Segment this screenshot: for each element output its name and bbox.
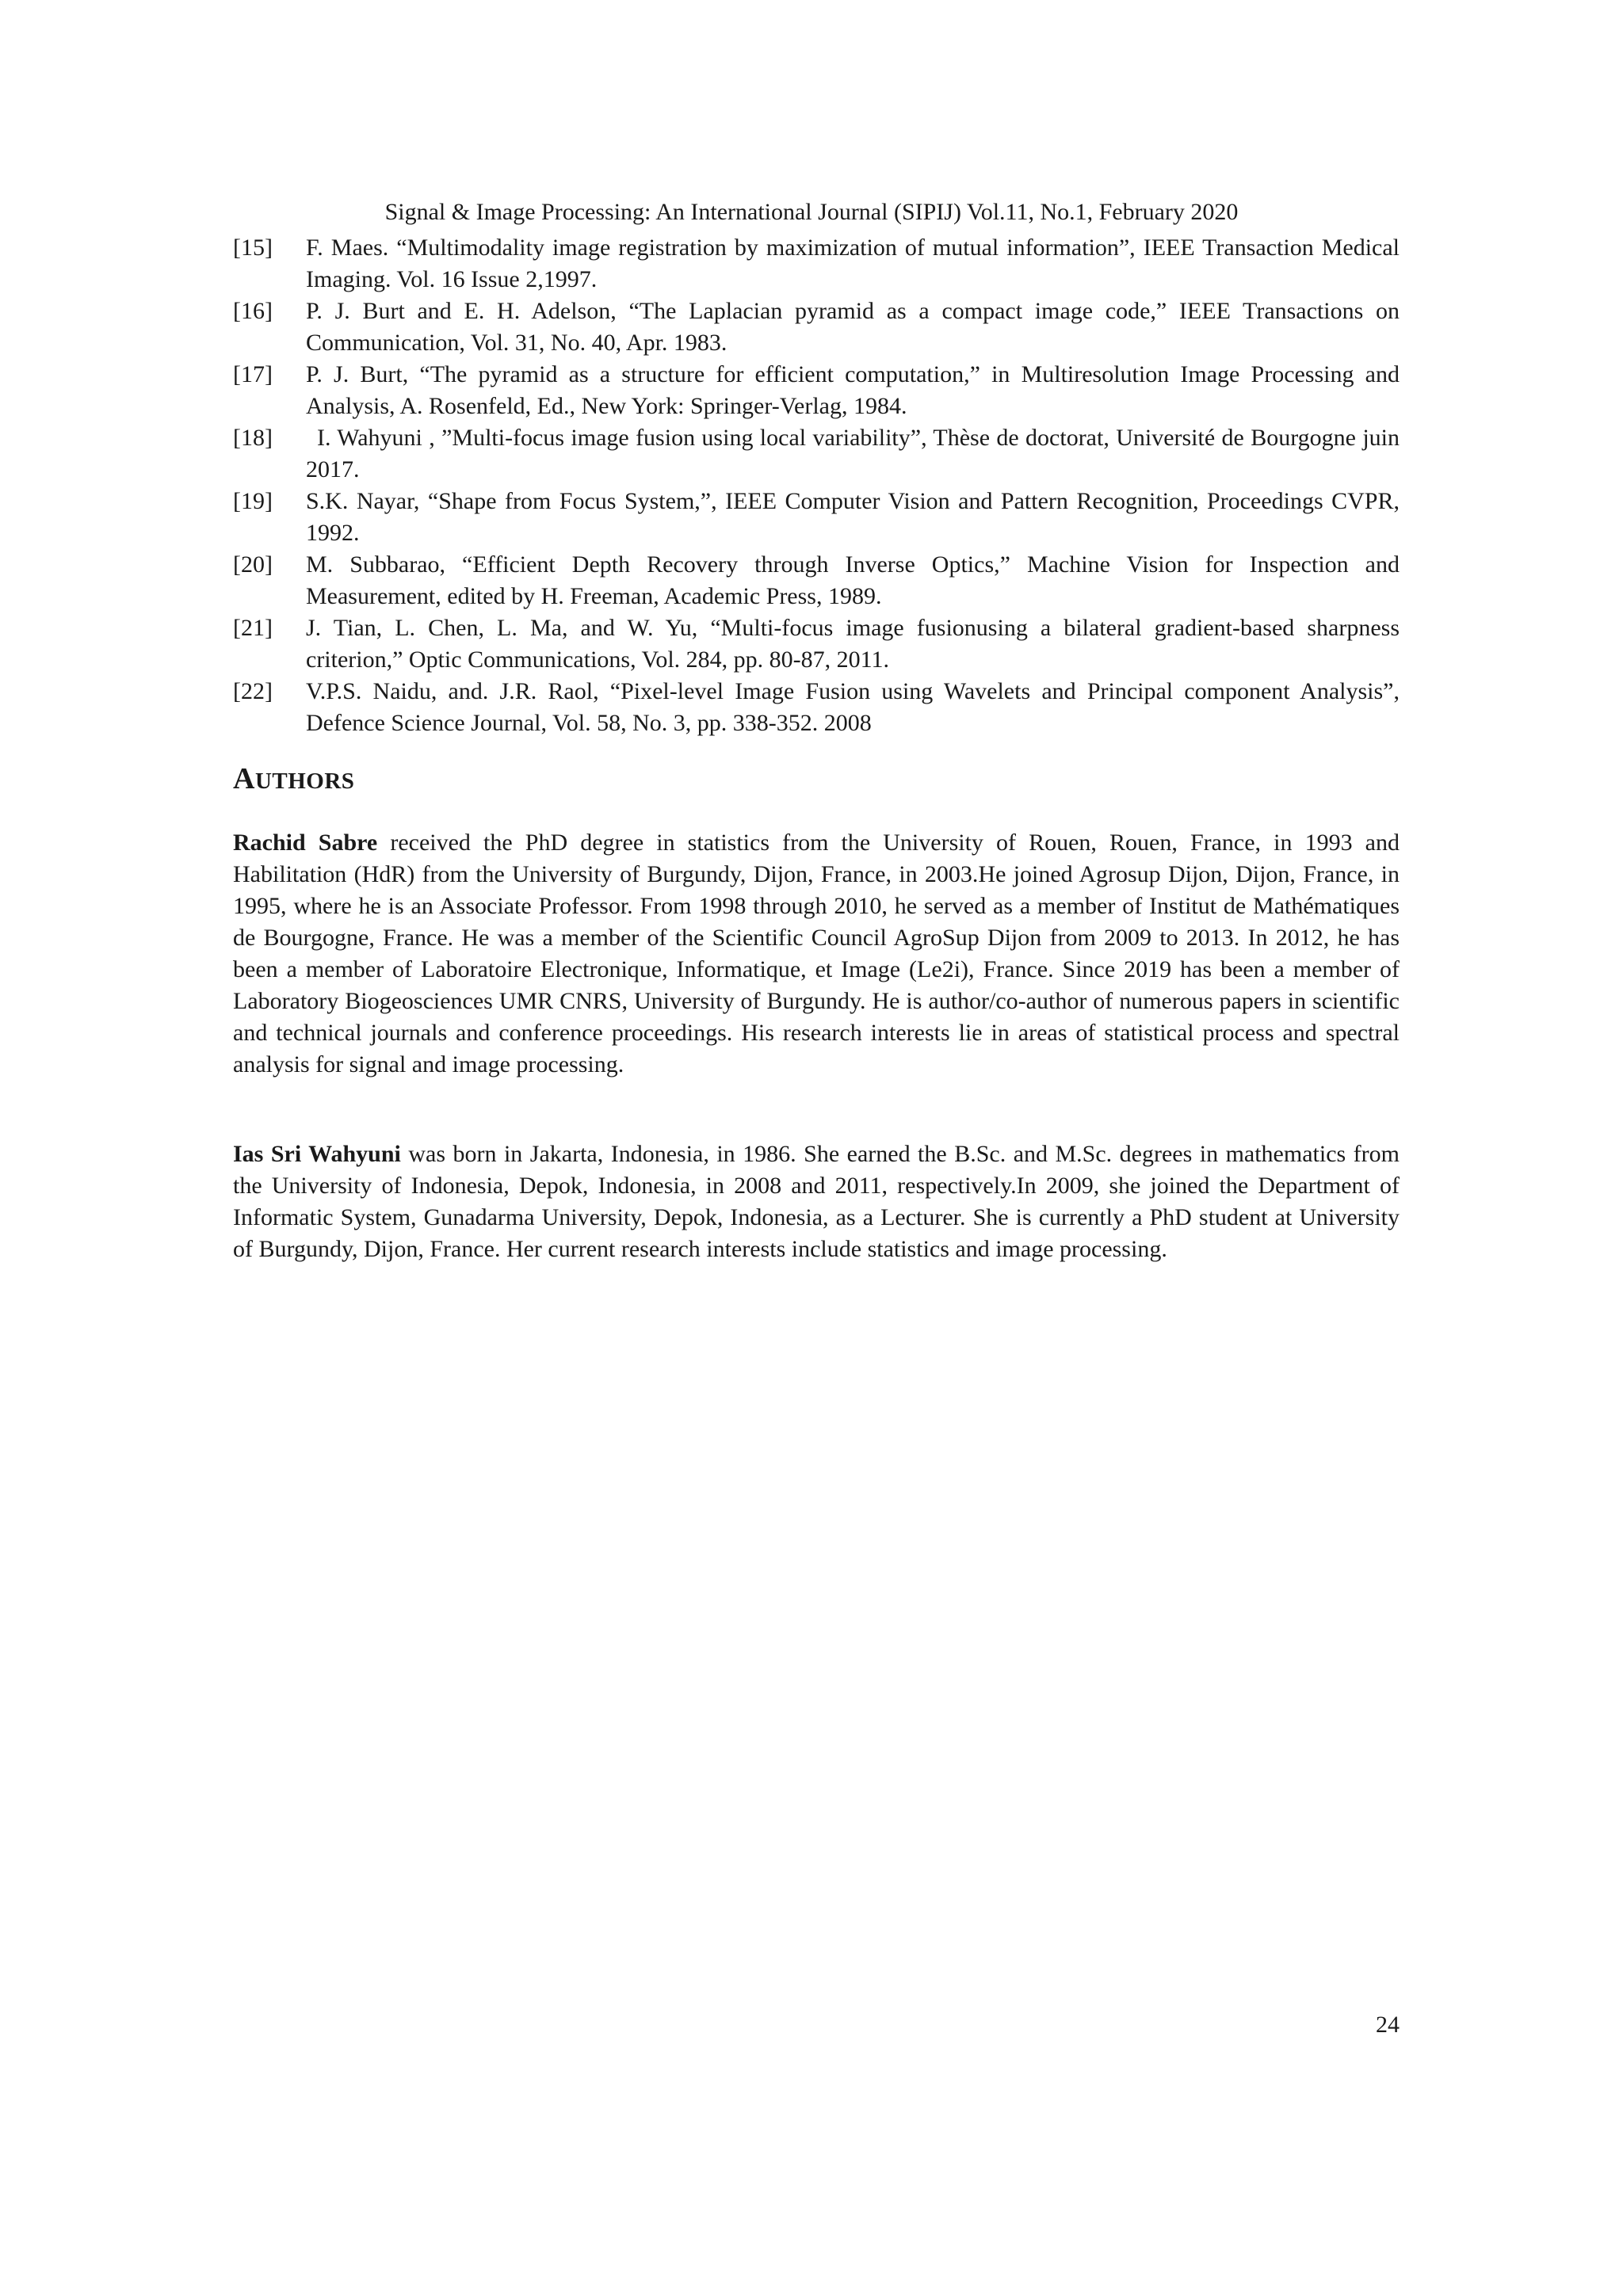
reference-number: [18]	[233, 425, 273, 451]
reference-text: J. Tian, L. Chen, L. Ma, and W. Yu, “Multi-focus image fusionusing a bilateral gradient-based sharpness criterion,” Optic Communications, Vol. 284, pp. 80-87, 2011.	[306, 615, 1400, 673]
reference-text: P. J. Burt, “The pyramid as a structure for efficient computation,” in Multiresolution Image Processing and Analysis, A. Rosenfeld, Ed., New York: Springer-Verlag, 1984.	[306, 361, 1400, 419]
reference-item	[233, 612, 1400, 676]
author-bio-text: received the PhD degree in statistics from the University of Rouen, Rouen, France, in 1993 and Habilitation (HdR) from the University of Burgundy, Dijon, France, in 2003.He joined Agrosup Dijon, Dijon, France, in 1995, where he is an Associate Professor. From 1998 through 2010, he served as a member of Institut de Mathématiques de Bourgogne, France. He was a member of the Scientific Council AgroSup Dijon from 2009 to 2013. In 2012, he has been a member of Laboratoire Electronique, Informatique, et Image (Le2i), France. Since 2019 has been a member of Laboratory Biogeosciences UMR CNRS, University of Burgundy. He is author/co-author of numerous papers in scientific and technical journals and conference proceedings. His research interests lie in areas of statistical process and spectral analysis for signal and image processing.	[233, 830, 1400, 1077]
reference-text: F. Maes. “Multimodality image registration by maximization of mutual information”, IEEE Transaction Medical Imaging. Vol. 16 Issue 2,1997.	[306, 235, 1400, 292]
reference-text: I. Wahyuni , ”Multi-focus image fusion using local variability”, Thèse de doctorat, Université de Bourgogne juin 2017.	[306, 425, 1400, 482]
reference-item	[233, 549, 1400, 612]
reference-item	[233, 359, 1400, 422]
reference-list	[233, 232, 1400, 739]
page-number: 24	[1376, 2012, 1400, 2038]
reference-number: [20]	[233, 551, 273, 578]
reference-item	[233, 422, 1400, 486]
reference-text: P. J. Burt and E. H. Adelson, “The Laplacian pyramid as a compact image code,” IEEE Transactions on Communication, Vol. 31, No. 40, Apr. 1983.	[306, 298, 1400, 356]
reference-text: M. Subbarao, “Efficient Depth Recovery through Inverse Optics,” Machine Vision for Inspection and Measurement, edited by H. Freeman, Academic Press, 1989.	[306, 551, 1400, 609]
reference-text: S.K. Nayar, “Shape from Focus System,”, IEEE Computer Vision and Pattern Recognition, Proceedings CVPR, 1992.	[306, 488, 1400, 546]
reference-number: [17]	[233, 361, 273, 387]
reference-item	[233, 232, 1400, 296]
reference-item	[233, 296, 1400, 359]
section-heading-rest: UTHORS	[254, 769, 355, 794]
reference-item	[233, 676, 1400, 739]
reference-number: [15]	[233, 235, 273, 261]
author-bio-text: was born in Jakarta, Indonesia, in 1986. She earned the B.Sc. and M.Sc. degrees in mathematics from the University of Indonesia, Depok, Indonesia, in 2008 and 2011, respectively.In 2009, she joined the Department of Informatic System, Gunadarma University, Depok, Indonesia, as a Lecturer. She is currently a PhD student at University of Burgundy, Dijon, France. Her current research interests include statistics and image processing.	[233, 1141, 1400, 1262]
reference-number: [16]	[233, 298, 273, 324]
section-heading-initial: A	[233, 762, 255, 795]
reference-number: [22]	[233, 678, 273, 704]
reference-number: [21]	[233, 615, 273, 641]
reference-text: V.P.S. Naidu, and. J.R. Raol, “Pixel-level Image Fusion using Wavelets and Principal component Analysis”, Defence Science Journal, Vol. 58, No. 3, pp. 338-352. 2008	[306, 678, 1400, 736]
author-name: Rachid Sabre	[233, 830, 378, 856]
section-heading-authors	[233, 763, 354, 797]
running-header: Signal & Image Processing: An International Journal (SIPIJ) Vol.11, No.1, February 2020	[384, 199, 1239, 225]
reference-number: [19]	[233, 488, 273, 514]
author-name: Ias Sri Wahyuni	[233, 1141, 401, 1167]
author-bio	[233, 827, 1400, 1081]
author-bio	[233, 1138, 1400, 1265]
reference-item	[233, 486, 1400, 549]
